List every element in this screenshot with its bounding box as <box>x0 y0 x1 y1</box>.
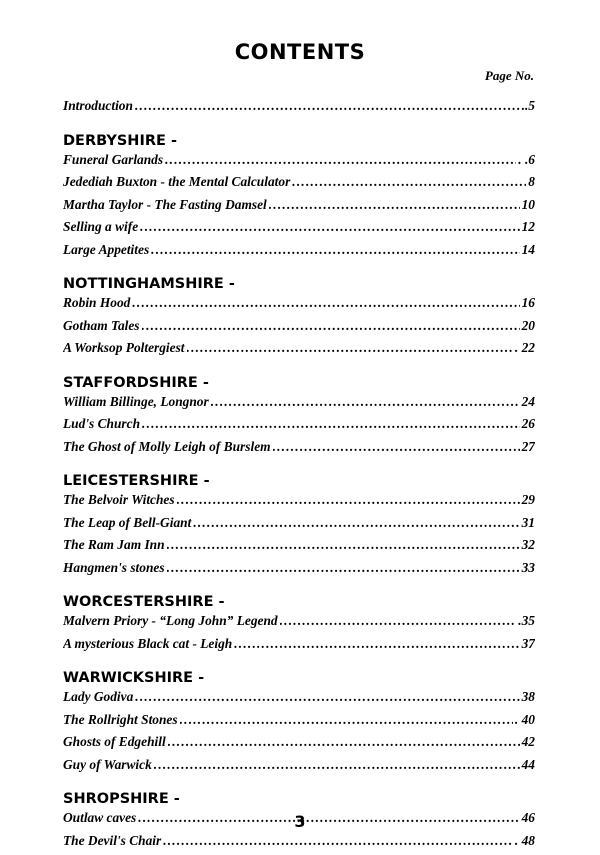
toc-entry-label: The Belvoir Witches <box>63 492 175 508</box>
section-heading: SHROPSHIRE - <box>63 788 535 810</box>
toc-entry-page: 12 <box>522 219 535 235</box>
section-heading: STAFFORDSHIRE - <box>63 372 535 394</box>
toc-entry-page: 16 <box>522 295 535 311</box>
section-heading: WARWICKSHIRE - <box>63 667 535 689</box>
toc-entry[interactable] <box>63 689 535 712</box>
toc-entry-label: Hangmen's stones <box>63 560 165 576</box>
toc-entry[interactable] <box>63 515 535 538</box>
toc-entry-label: A Worksop Poltergiest <box>63 340 185 356</box>
toc-entry[interactable] <box>63 394 535 417</box>
toc-entry[interactable] <box>63 295 535 318</box>
toc-entry-label: Lud's Church <box>63 416 140 432</box>
toc-entry[interactable] <box>63 636 535 659</box>
dot-leader <box>269 197 520 213</box>
toc-section <box>63 130 535 265</box>
dot-leader <box>135 98 520 114</box>
toc-entry-page: 32 <box>522 537 535 553</box>
toc-entry-page: 8 <box>528 174 535 190</box>
toc-entry-introduction[interactable] <box>63 98 535 121</box>
dot-leader <box>180 712 513 728</box>
toc-entry-page: 20 <box>522 318 535 334</box>
toc-entry-label: Selling a wife <box>63 219 138 235</box>
toc-sections <box>63 130 535 855</box>
dot-leader <box>193 515 519 531</box>
dot-leader <box>142 318 520 334</box>
toc-entry[interactable] <box>63 613 535 636</box>
toc-section <box>63 273 535 363</box>
page-number: 3 <box>0 812 600 831</box>
toc-section <box>63 372 535 462</box>
toc-section <box>63 591 535 658</box>
toc-entry-label: Lady Godiva <box>63 689 133 705</box>
toc-entry-label: Jedediah Buxton - the Mental Calculator <box>63 174 290 190</box>
toc-entry[interactable] <box>63 152 535 175</box>
toc-entry-page: 24 <box>522 394 535 410</box>
toc-entry-page: 27 <box>522 439 535 455</box>
toc-entry-page: . 48 <box>515 833 535 849</box>
section-heading: DERBYSHIRE - <box>63 130 535 152</box>
dot-leader <box>187 340 513 356</box>
toc-entry-label: The Ram Jam Inn <box>63 537 165 553</box>
dot-leader <box>168 734 520 750</box>
toc-entry[interactable] <box>63 174 535 197</box>
toc-entry-page: 42 <box>522 734 535 750</box>
toc-entry[interactable] <box>63 197 535 220</box>
toc-entry-label: Gotham Tales <box>63 318 140 334</box>
toc-entry[interactable] <box>63 439 535 462</box>
toc-entry-page: 44 <box>522 757 535 773</box>
toc-entry[interactable] <box>63 318 535 341</box>
toc-entry-label: Introduction <box>63 98 133 114</box>
dot-leader <box>292 174 526 190</box>
dot-leader <box>177 492 520 508</box>
section-heading: LEICESTERSHIRE - <box>63 470 535 492</box>
toc-entry[interactable] <box>63 242 535 265</box>
toc-entry-label: Malvern Priory - “Long John” Legend <box>63 613 278 629</box>
toc-entry-label: William Billinge, Longnor <box>63 394 209 410</box>
toc-entry-label: The Rollright Stones <box>63 712 178 728</box>
toc-entry[interactable] <box>63 219 535 242</box>
toc-entry[interactable] <box>63 340 535 363</box>
dot-leader <box>163 833 513 849</box>
dot-leader <box>273 439 520 455</box>
toc-entry[interactable] <box>63 560 535 583</box>
page-title: CONTENTS <box>0 40 600 64</box>
section-heading: NOTTINGHAMSHIRE - <box>63 273 535 295</box>
toc-entry-page: 26 <box>522 416 535 432</box>
dot-leader <box>151 242 519 258</box>
toc-entry[interactable] <box>63 757 535 780</box>
toc-entry-page: 46 <box>522 810 535 826</box>
dot-leader <box>165 152 516 168</box>
toc-entry[interactable] <box>63 492 535 515</box>
toc-entry-page: . .6 <box>518 152 535 168</box>
section-heading: WORCESTERSHIRE - <box>63 591 535 613</box>
toc-entry-label: The Ghost of Molly Leigh of Burslem <box>63 439 271 455</box>
dot-leader <box>167 537 520 553</box>
toc-entry-page: 37 <box>522 636 535 652</box>
dot-leader <box>140 219 519 235</box>
toc-entry-page: . 22 <box>515 340 535 356</box>
toc-entry-label: Ghosts of Edgehill <box>63 734 166 750</box>
toc-entry[interactable] <box>63 416 535 439</box>
toc-entry-label: The Leap of Bell-Giant <box>63 515 191 531</box>
dot-leader <box>132 295 519 311</box>
toc-entry[interactable] <box>63 712 535 735</box>
toc-entry-label: Robin Hood <box>63 295 130 311</box>
dot-leader <box>211 394 520 410</box>
toc-entry-label: Funeral Garlands <box>63 152 163 168</box>
toc-section <box>63 667 535 779</box>
toc-entry-label: Guy of Warwick <box>63 757 152 773</box>
toc-entry-page: 14 <box>522 242 535 258</box>
toc-entry-label: Martha Taylor - The Fasting Damsel <box>63 197 267 213</box>
toc-entry-label: Outlaw caves <box>63 810 136 826</box>
toc-entry-page: .35 <box>518 613 535 629</box>
dot-leader <box>154 757 520 773</box>
dot-leader <box>234 636 519 652</box>
toc-entry-page: 33 <box>522 560 535 576</box>
toc-entry[interactable] <box>63 734 535 757</box>
toc-entry[interactable] <box>63 833 535 855</box>
toc-entry-page: 38 <box>522 689 535 705</box>
dot-leader <box>280 613 517 629</box>
toc-entry[interactable] <box>63 537 535 560</box>
toc-entry-page: 29 <box>522 492 535 508</box>
toc-entry-page: ..5 <box>522 98 535 114</box>
toc-entry-label: A mysterious Black cat - Leigh <box>63 636 232 652</box>
dot-leader <box>142 416 520 432</box>
toc-entry-label: Large Appetites <box>63 242 149 258</box>
toc-entry-label: The Devil's Chair <box>63 833 161 849</box>
toc-entry-page: 31 <box>522 515 535 531</box>
table-of-contents <box>63 98 535 855</box>
toc-section <box>63 470 535 582</box>
toc-entry-page: 10 <box>522 197 535 213</box>
dot-leader <box>135 689 519 705</box>
page-no-header: Page No. <box>485 68 534 84</box>
toc-entry-page: . 40 <box>515 712 535 728</box>
dot-leader <box>167 560 520 576</box>
